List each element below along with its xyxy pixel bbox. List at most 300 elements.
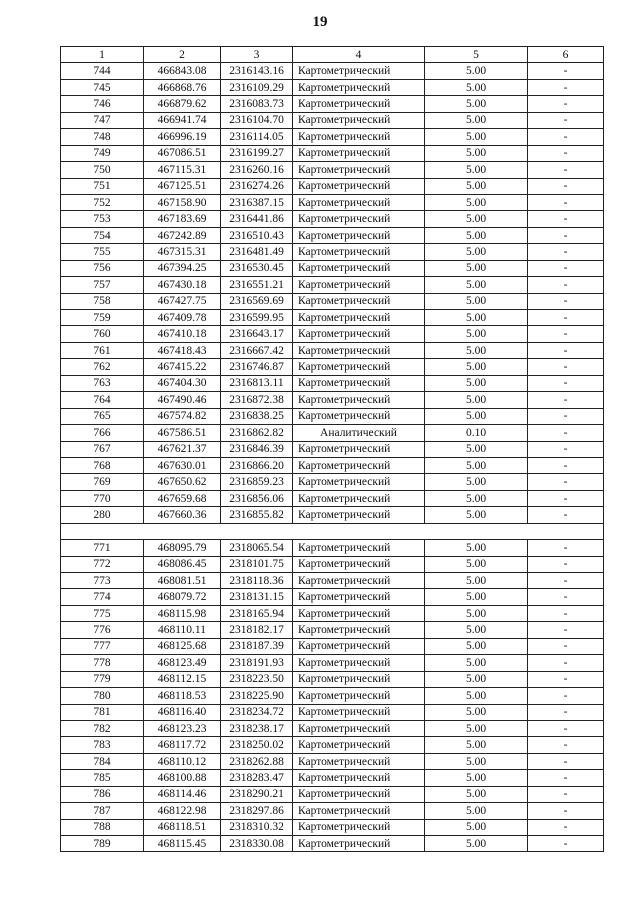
cell-col-6: - (528, 786, 604, 802)
cell-col-1: 757 (61, 277, 144, 293)
cell-col-1: 785 (61, 770, 144, 786)
separator-row (61, 523, 604, 539)
table-row (61, 770, 604, 786)
table-row (61, 342, 604, 358)
cell-col-5: 5.00 (425, 277, 528, 293)
cell-col-6: - (528, 227, 604, 243)
cell-col-2: 466996.19 (144, 129, 221, 145)
cell-col-1: 769 (61, 474, 144, 490)
cell-col-3: 2318182.17 (221, 622, 293, 638)
cell-col-6: - (528, 392, 604, 408)
cell-col-5: 5.00 (425, 457, 528, 473)
cell-col-3: 2318101.75 (221, 556, 293, 572)
cell-col-5: 5.00 (425, 326, 528, 342)
cell-col-2: 467660.36 (144, 507, 221, 523)
cell-col-3: 2316143.16 (221, 63, 293, 79)
cell-col-6: - (528, 457, 604, 473)
table-row (61, 704, 604, 720)
cell-col-5: 5.00 (425, 786, 528, 802)
cell-col-2: 467242.89 (144, 227, 221, 243)
cell-col-4: Картометрический (293, 227, 425, 243)
cell-col-4: Картометрический (293, 655, 425, 671)
table-row (61, 490, 604, 506)
cell-col-1: 787 (61, 803, 144, 819)
cell-col-3: 2318262.88 (221, 753, 293, 769)
cell-col-4: Картометрический (293, 704, 425, 720)
cell-col-3: 2318065.54 (221, 540, 293, 556)
cell-col-6: - (528, 622, 604, 638)
cell-col-6: - (528, 556, 604, 572)
cell-col-3: 2316387.15 (221, 194, 293, 210)
group2-body (61, 540, 604, 852)
cell-col-4: Картометрический (293, 540, 425, 556)
cell-col-1: 781 (61, 704, 144, 720)
cell-col-6: - (528, 129, 604, 145)
cell-col-2: 467418.43 (144, 342, 221, 358)
cell-col-5: 5.00 (425, 720, 528, 736)
cell-col-1: 771 (61, 540, 144, 556)
cell-col-4: Картометрический (293, 770, 425, 786)
cell-col-2: 468115.45 (144, 836, 221, 852)
cell-col-1: 755 (61, 244, 144, 260)
cell-col-5: 5.00 (425, 375, 528, 391)
cell-col-4: Картометрический (293, 556, 425, 572)
table-row (61, 145, 604, 161)
cell-col-6: - (528, 573, 604, 589)
cell-col-6: - (528, 704, 604, 720)
cell-col-4: Картометрический (293, 211, 425, 227)
table-row (61, 359, 604, 375)
table-row (61, 162, 604, 178)
cell-col-2: 468095.79 (144, 540, 221, 556)
cell-col-3: 2316643.17 (221, 326, 293, 342)
cell-col-6: - (528, 326, 604, 342)
cell-col-4: Картометрический (293, 819, 425, 835)
cell-col-1: 745 (61, 79, 144, 95)
cell-col-2: 468123.49 (144, 655, 221, 671)
header-col-2: 2 (144, 47, 221, 63)
cell-col-1: 784 (61, 753, 144, 769)
cell-col-3: 2316667.42 (221, 342, 293, 358)
cell-col-6: - (528, 655, 604, 671)
cell-col-3: 2318225.90 (221, 688, 293, 704)
header-col-5: 5 (425, 47, 528, 63)
cell-col-1: 778 (61, 655, 144, 671)
table-row (61, 260, 604, 276)
cell-col-2: 467158.90 (144, 194, 221, 210)
cell-col-4: Картометрический (293, 79, 425, 95)
cell-col-6: - (528, 96, 604, 112)
cell-col-2: 468100.88 (144, 770, 221, 786)
cell-col-4: Картометрический (293, 638, 425, 654)
cell-col-5: 5.00 (425, 474, 528, 490)
cell-col-3: 2316599.95 (221, 310, 293, 326)
cell-col-6: - (528, 836, 604, 852)
table-row (61, 556, 604, 572)
cell-col-3: 2318310.32 (221, 819, 293, 835)
cell-col-3: 2318191.93 (221, 655, 293, 671)
cell-col-2: 467659.68 (144, 490, 221, 506)
header-row (61, 47, 604, 63)
cell-col-2: 467430.18 (144, 277, 221, 293)
cell-col-5: 5.00 (425, 836, 528, 852)
cell-col-5: 5.00 (425, 342, 528, 358)
cell-col-1: 746 (61, 96, 144, 112)
table-row (61, 622, 604, 638)
cell-col-2: 467427.75 (144, 293, 221, 309)
cell-col-6: - (528, 260, 604, 276)
cell-col-2: 468118.53 (144, 688, 221, 704)
cell-col-5: 5.00 (425, 671, 528, 687)
cell-col-3: 2316866.20 (221, 457, 293, 473)
cell-col-1: 762 (61, 359, 144, 375)
cell-col-2: 467086.51 (144, 145, 221, 161)
cell-col-4: Картометрический (293, 310, 425, 326)
cell-col-3: 2316109.29 (221, 79, 293, 95)
cell-col-1: 758 (61, 293, 144, 309)
cell-col-3: 2316530.45 (221, 260, 293, 276)
table-row (61, 326, 604, 342)
cell-col-1: 780 (61, 688, 144, 704)
cell-col-2: 468118.51 (144, 819, 221, 835)
cell-col-3: 2316510.43 (221, 227, 293, 243)
cell-col-6: - (528, 441, 604, 457)
cell-col-6: - (528, 408, 604, 424)
cell-col-5: 5.00 (425, 260, 528, 276)
cell-col-5: 5.00 (425, 227, 528, 243)
cell-col-5: 5.00 (425, 63, 528, 79)
cell-col-2: 468079.72 (144, 589, 221, 605)
table-row (61, 540, 604, 556)
cell-col-1: 777 (61, 638, 144, 654)
cell-col-3: 2316838.25 (221, 408, 293, 424)
cell-col-2: 467125.51 (144, 178, 221, 194)
cell-col-1: 783 (61, 737, 144, 753)
coordinates-table (60, 46, 604, 852)
cell-col-2: 467315.31 (144, 244, 221, 260)
cell-col-1: 768 (61, 457, 144, 473)
cell-col-6: - (528, 474, 604, 490)
cell-col-3: 2316199.27 (221, 145, 293, 161)
cell-col-4: Аналитический (293, 425, 425, 441)
cell-col-4: Картометрический (293, 260, 425, 276)
cell-col-2: 467415.22 (144, 359, 221, 375)
table-row (61, 638, 604, 654)
cell-col-5: 5.00 (425, 359, 528, 375)
cell-col-6: - (528, 145, 604, 161)
cell-col-3: 2316569.69 (221, 293, 293, 309)
table-row (61, 211, 604, 227)
cell-col-3: 2316551.21 (221, 277, 293, 293)
cell-col-5: 5.00 (425, 704, 528, 720)
cell-col-4: Картометрический (293, 244, 425, 260)
cell-col-4: Картометрический (293, 112, 425, 128)
cell-col-5: 5.00 (425, 770, 528, 786)
cell-col-5: 5.00 (425, 573, 528, 589)
cell-col-3: 2316083.73 (221, 96, 293, 112)
cell-col-1: 749 (61, 145, 144, 161)
cell-col-3: 2316846.39 (221, 441, 293, 457)
table-row (61, 194, 604, 210)
cell-col-4: Картометрический (293, 129, 425, 145)
cell-col-4: Картометрический (293, 145, 425, 161)
cell-col-6: - (528, 375, 604, 391)
table-row (61, 457, 604, 473)
cell-col-5: 5.00 (425, 79, 528, 95)
cell-col-5: 5.00 (425, 178, 528, 194)
cell-col-6: - (528, 310, 604, 326)
cell-col-6: - (528, 638, 604, 654)
table-row (61, 573, 604, 589)
table-row (61, 96, 604, 112)
table-row (61, 737, 604, 753)
header-col-1: 1 (61, 47, 144, 63)
cell-col-1: 744 (61, 63, 144, 79)
cell-col-3: 2316441.86 (221, 211, 293, 227)
cell-col-2: 467404.30 (144, 375, 221, 391)
cell-col-6: - (528, 540, 604, 556)
cell-col-4: Картометрический (293, 589, 425, 605)
cell-col-1: 766 (61, 425, 144, 441)
cell-col-1: 750 (61, 162, 144, 178)
cell-col-2: 466843.08 (144, 63, 221, 79)
cell-col-1: 759 (61, 310, 144, 326)
cell-col-3: 2318250.02 (221, 737, 293, 753)
cell-col-1: 747 (61, 112, 144, 128)
cell-col-6: - (528, 753, 604, 769)
page-number: 19 (312, 14, 328, 30)
cell-col-4: Картометрический (293, 786, 425, 802)
cell-col-1: 754 (61, 227, 144, 243)
cell-col-6: - (528, 425, 604, 441)
cell-col-4: Картометрический (293, 375, 425, 391)
cell-col-4: Картометрический (293, 441, 425, 457)
table-row (61, 720, 604, 736)
cell-col-2: 468114.46 (144, 786, 221, 802)
cell-col-2: 467586.51 (144, 425, 221, 441)
cell-col-1: 756 (61, 260, 144, 276)
cell-col-3: 2318187.39 (221, 638, 293, 654)
cell-col-3: 2316872.38 (221, 392, 293, 408)
table-row (61, 129, 604, 145)
cell-col-6: - (528, 720, 604, 736)
cell-col-2: 467409.78 (144, 310, 221, 326)
cell-col-2: 467650.62 (144, 474, 221, 490)
cell-col-3: 2316274.26 (221, 178, 293, 194)
cell-col-1: 280 (61, 507, 144, 523)
cell-col-1: 760 (61, 326, 144, 342)
cell-col-1: 763 (61, 375, 144, 391)
cell-col-6: - (528, 162, 604, 178)
cell-col-3: 2318234.72 (221, 704, 293, 720)
cell-col-3: 2316481.49 (221, 244, 293, 260)
cell-col-4: Картометрический (293, 803, 425, 819)
cell-col-2: 468086.45 (144, 556, 221, 572)
cell-col-3: 2318131.15 (221, 589, 293, 605)
cell-col-5: 5.00 (425, 244, 528, 260)
cell-col-5: 5.00 (425, 688, 528, 704)
cell-col-2: 468112.15 (144, 671, 221, 687)
table-row (61, 63, 604, 79)
cell-col-5: 5.00 (425, 310, 528, 326)
cell-col-3: 2316862.82 (221, 425, 293, 441)
cell-col-2: 467490.46 (144, 392, 221, 408)
cell-col-2: 468125.68 (144, 638, 221, 654)
cell-col-1: 748 (61, 129, 144, 145)
cell-col-5: 5.00 (425, 622, 528, 638)
cell-col-1: 779 (61, 671, 144, 687)
table-row (61, 474, 604, 490)
cell-col-4: Картометрический (293, 293, 425, 309)
table-row (61, 507, 604, 523)
cell-col-3: 2318238.17 (221, 720, 293, 736)
cell-col-6: - (528, 194, 604, 210)
cell-col-3: 2316114.05 (221, 129, 293, 145)
table-row (61, 819, 604, 835)
cell-col-4: Картометрический (293, 96, 425, 112)
table-row (61, 310, 604, 326)
cell-col-3: 2318330.08 (221, 836, 293, 852)
cell-col-1: 761 (61, 342, 144, 358)
cell-col-5: 5.00 (425, 96, 528, 112)
table-row (61, 375, 604, 391)
table-row (61, 605, 604, 621)
cell-col-1: 765 (61, 408, 144, 424)
cell-col-6: - (528, 211, 604, 227)
cell-col-1: 789 (61, 836, 144, 852)
cell-col-4: Картометрический (293, 688, 425, 704)
cell-col-5: 5.00 (425, 638, 528, 654)
cell-col-6: - (528, 342, 604, 358)
cell-col-5: 5.00 (425, 507, 528, 523)
cell-col-6: - (528, 803, 604, 819)
cell-col-6: - (528, 770, 604, 786)
cell-col-1: 788 (61, 819, 144, 835)
cell-col-3: 2316260.16 (221, 162, 293, 178)
table-row (61, 408, 604, 424)
cell-col-4: Картометрический (293, 737, 425, 753)
cell-col-4: Картометрический (293, 490, 425, 506)
table-row (61, 227, 604, 243)
cell-col-5: 5.00 (425, 605, 528, 621)
cell-col-4: Картометрический (293, 474, 425, 490)
cell-col-5: 5.00 (425, 490, 528, 506)
cell-col-4: Картометрический (293, 162, 425, 178)
cell-col-2: 467183.69 (144, 211, 221, 227)
cell-col-2: 467574.82 (144, 408, 221, 424)
cell-col-5: 5.00 (425, 737, 528, 753)
cell-col-1: 751 (61, 178, 144, 194)
cell-col-5: 5.00 (425, 129, 528, 145)
cell-col-2: 466868.76 (144, 79, 221, 95)
cell-col-4: Картометрический (293, 277, 425, 293)
cell-col-5: 5.00 (425, 540, 528, 556)
cell-col-6: - (528, 490, 604, 506)
cell-col-5: 5.00 (425, 655, 528, 671)
cell-col-2: 467410.18 (144, 326, 221, 342)
cell-col-4: Картометрический (293, 326, 425, 342)
table-row (61, 392, 604, 408)
cell-col-3: 2316855.82 (221, 507, 293, 523)
cell-col-1: 786 (61, 786, 144, 802)
cell-col-5: 5.00 (425, 753, 528, 769)
cell-col-2: 468110.11 (144, 622, 221, 638)
cell-col-1: 764 (61, 392, 144, 408)
table-row (61, 786, 604, 802)
table-row (61, 803, 604, 819)
cell-col-4: Картометрический (293, 753, 425, 769)
header-col-6: 6 (528, 47, 604, 63)
cell-col-3: 2318290.21 (221, 786, 293, 802)
cell-col-6: - (528, 359, 604, 375)
cell-col-2: 468122.98 (144, 803, 221, 819)
cell-col-5: 5.00 (425, 211, 528, 227)
cell-col-6: - (528, 688, 604, 704)
cell-col-5: 5.00 (425, 112, 528, 128)
cell-col-2: 467630.01 (144, 457, 221, 473)
cell-col-4: Картометрический (293, 63, 425, 79)
cell-col-5: 5.00 (425, 194, 528, 210)
table-row (61, 655, 604, 671)
cell-col-5: 5.00 (425, 819, 528, 835)
cell-col-4: Картометрический (293, 573, 425, 589)
header-col-4: 4 (293, 47, 425, 63)
cell-col-2: 468116.40 (144, 704, 221, 720)
cell-col-4: Картометрический (293, 622, 425, 638)
cell-col-6: - (528, 589, 604, 605)
table-row (61, 425, 604, 441)
cell-col-6: - (528, 244, 604, 260)
cell-col-2: 468115.98 (144, 605, 221, 621)
cell-col-2: 466941.74 (144, 112, 221, 128)
cell-col-5: 0.10 (425, 425, 528, 441)
cell-col-3: 2318283.47 (221, 770, 293, 786)
cell-col-2: 467394.25 (144, 260, 221, 276)
cell-col-3: 2316746.87 (221, 359, 293, 375)
cell-col-5: 5.00 (425, 162, 528, 178)
separator-body (61, 523, 604, 539)
cell-col-1: 752 (61, 194, 144, 210)
cell-col-3: 2316859.23 (221, 474, 293, 490)
cell-col-1: 774 (61, 589, 144, 605)
cell-col-6: - (528, 737, 604, 753)
table-row (61, 244, 604, 260)
cell-col-6: - (528, 63, 604, 79)
table-row (61, 836, 604, 852)
separator-cell (61, 523, 604, 539)
cell-col-6: - (528, 79, 604, 95)
cell-col-3: 2316104.70 (221, 112, 293, 128)
cell-col-2: 467621.37 (144, 441, 221, 457)
cell-col-2: 468117.72 (144, 737, 221, 753)
cell-col-1: 776 (61, 622, 144, 638)
table-row (61, 589, 604, 605)
group1-body (61, 63, 604, 523)
cell-col-1: 770 (61, 490, 144, 506)
table-row (61, 441, 604, 457)
cell-col-6: - (528, 112, 604, 128)
cell-col-2: 468110.12 (144, 753, 221, 769)
header-col-3: 3 (221, 47, 293, 63)
cell-col-1: 772 (61, 556, 144, 572)
cell-col-4: Картометрический (293, 194, 425, 210)
cell-col-6: - (528, 671, 604, 687)
cell-col-4: Картометрический (293, 408, 425, 424)
cell-col-3: 2316813.11 (221, 375, 293, 391)
cell-col-6: - (528, 277, 604, 293)
cell-col-5: 5.00 (425, 441, 528, 457)
cell-col-3: 2316856.06 (221, 490, 293, 506)
